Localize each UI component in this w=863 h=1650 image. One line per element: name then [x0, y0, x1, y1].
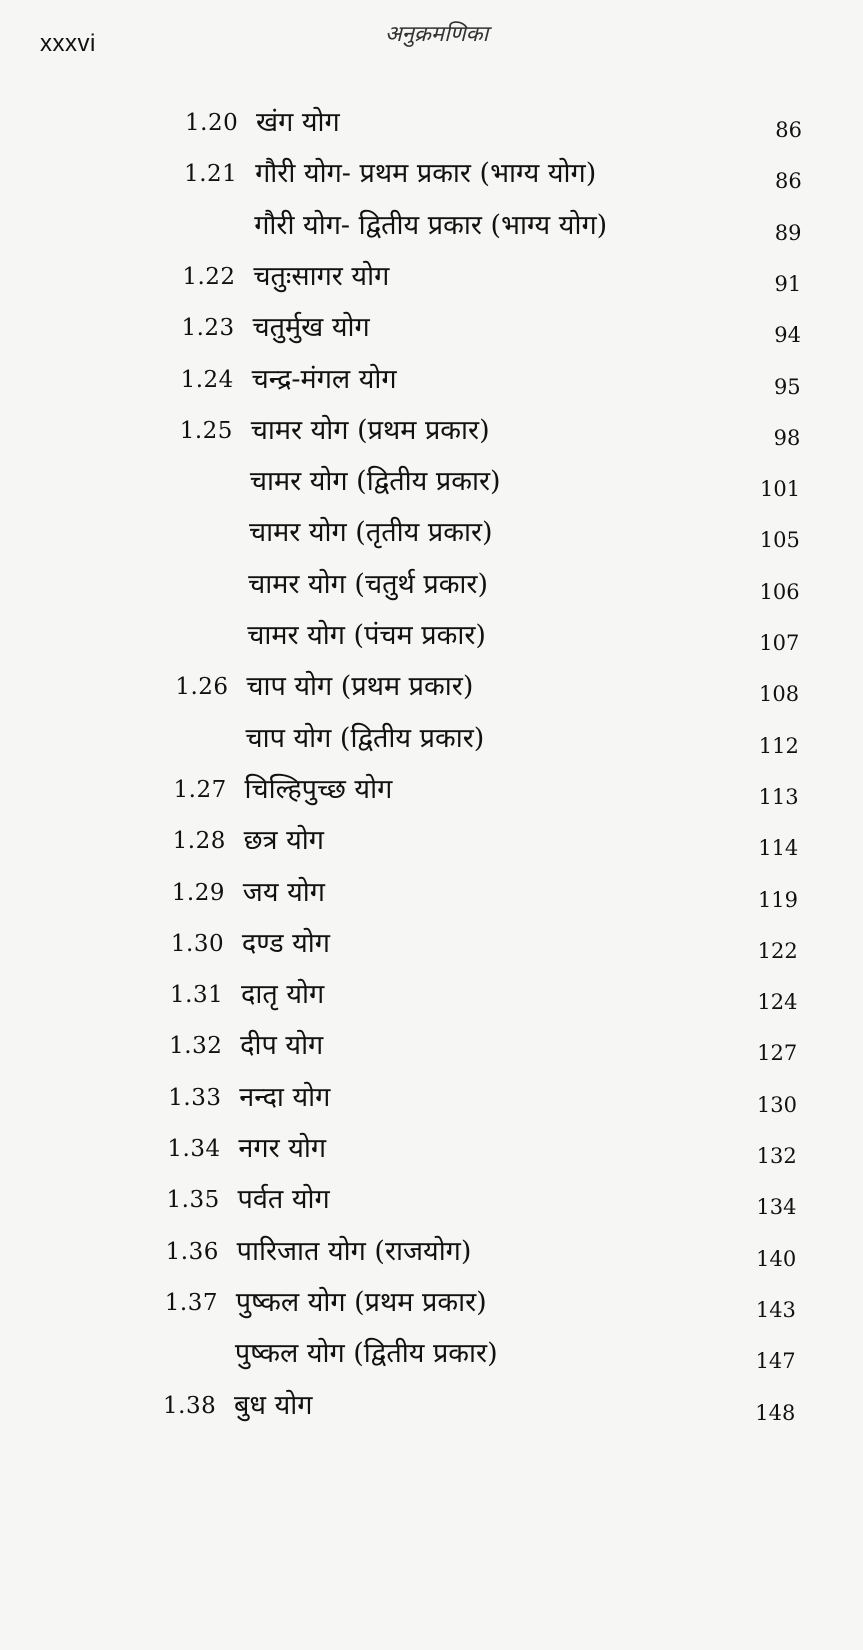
toc-entry-title: पारिजात योग (राजयोग) [236, 1235, 472, 1267]
toc-entry-page: 134 [756, 1195, 797, 1220]
toc-entry-title: चतुःसागर योग [253, 260, 390, 292]
toc-entry [0, 613, 863, 663]
toc-entry-page: 94 [774, 323, 801, 348]
toc-entry [0, 305, 863, 355]
toc-entry-number: 1.24 [180, 366, 234, 393]
toc-entry-page: 86 [775, 118, 802, 142]
toc-entry-page: 113 [758, 784, 799, 809]
toc-entry-page: 119 [757, 887, 799, 912]
toc-entry [0, 818, 863, 868]
toc-entry-page: 86 [775, 169, 802, 194]
toc-entry-page: 107 [759, 631, 800, 655]
toc-entry [0, 151, 863, 201]
toc-entry [0, 972, 863, 1022]
toc-entry [0, 1023, 863, 1073]
toc-entry-page: 108 [759, 682, 800, 707]
toc-entry-title: खंग योग [256, 107, 340, 138]
toc-entry-title: बुध योग [234, 1389, 313, 1421]
toc-entry-title: चामर योग (द्वितीय प्रकार) [249, 466, 501, 498]
toc-entry [0, 562, 863, 612]
toc-entry-title: चामर योग (पंचम प्रकार) [247, 620, 486, 651]
toc-entry-title: गौरी योग- द्वितीय प्रकार (भाग्य योग) [254, 209, 608, 241]
toc-entry-number: 1.35 [166, 1187, 220, 1214]
toc-entry-number: 1.26 [175, 674, 229, 701]
toc-entry-title: चाप योग (प्रथम प्रकार) [246, 671, 474, 703]
toc-entry-title: नगर योग [238, 1133, 327, 1164]
toc-entry-title: चतुर्मुख योग [252, 312, 370, 344]
toc-entry-title: नन्दा योग [239, 1081, 331, 1113]
toc-entry-page: 105 [759, 528, 800, 553]
toc-entry-number: 1.33 [168, 1084, 222, 1111]
toc-entry [0, 203, 863, 253]
toc-entry [0, 357, 863, 407]
toc-entry-title: गौरी योग- प्रथम प्रकार (भाग्य योग) [255, 158, 597, 190]
toc-entry-number: 1.25 [179, 417, 233, 444]
toc-entry-title: दातृ योग [241, 979, 325, 1011]
toc-entry-title: पुष्कल योग (प्रथम प्रकार) [235, 1286, 487, 1318]
toc-entry-title: छत्र योग [243, 825, 324, 857]
toc-entry [0, 1331, 863, 1381]
toc-entry [0, 1383, 863, 1433]
toc-entry-title: चाप योग (द्वितीय प्रकार) [245, 722, 485, 754]
toc-entry-title: चिल्हिपुच्छ योग [244, 773, 393, 805]
toc-entry-title: चन्द्र-मंगल योग [251, 363, 397, 395]
toc-entry-title: पर्वत योग [237, 1184, 330, 1216]
toc-entry-number: 1.32 [169, 1033, 223, 1060]
toc-entry-number: 1.31 [170, 982, 224, 1009]
toc-entry-number: 1.22 [182, 263, 236, 290]
toc-entry-page: 95 [773, 374, 801, 399]
toc-entry-page: 122 [757, 938, 798, 963]
page-number: xxxvi [40, 30, 96, 57]
toc-entry-number: 1.29 [171, 879, 226, 906]
toc-entry [0, 1229, 863, 1279]
toc-entry-page: 140 [756, 1246, 797, 1271]
toc-entry-number: 1.37 [164, 1289, 218, 1316]
toc-entry-title: चामर योग (प्रथम प्रकार) [250, 414, 490, 446]
toc-entry-title: दीप योग [240, 1030, 324, 1062]
toc-entry-title: चामर योग (चतुर्थ प्रकार) [248, 568, 488, 600]
toc-entry-title: चामर योग (तृतीय प्रकार) [248, 517, 493, 549]
toc-entry [0, 870, 863, 920]
toc-entry-page: 101 [760, 477, 801, 502]
toc-entry-number: 1.34 [167, 1136, 221, 1162]
toc-entry [0, 1280, 863, 1330]
running-head: अनुक्रमणिका [385, 22, 489, 47]
toc-entry-page: 114 [758, 836, 799, 861]
toc-entry-page: 127 [757, 1041, 798, 1066]
toc-entry-page: 147 [755, 1349, 796, 1374]
toc-entry [0, 767, 863, 817]
toc-entry [0, 1126, 863, 1176]
toc-entry [0, 510, 863, 560]
toc-entry-number: 1.30 [170, 930, 225, 957]
toc-entry-page: 106 [759, 579, 800, 604]
toc-entry [0, 664, 863, 714]
toc-entry-number: 1.28 [172, 828, 226, 855]
toc-entry-number: 1.27 [173, 776, 227, 803]
toc-entry [0, 1075, 863, 1125]
toc-entry-title: दण्ड योग [241, 927, 330, 959]
toc-entry [0, 100, 863, 150]
toc-entry-page: 148 [755, 1400, 796, 1425]
toc-entry [0, 1177, 863, 1227]
toc-entry-page: 89 [774, 220, 802, 245]
toc-entry-page: 112 [758, 733, 799, 758]
toc-entry-page: 132 [756, 1144, 797, 1168]
toc-entry-number: 1.23 [181, 315, 235, 342]
toc-entry-page: 91 [774, 271, 802, 296]
toc-entry-page: 143 [755, 1297, 796, 1322]
toc-entry-number: 1.38 [163, 1392, 217, 1419]
toc-entry [0, 254, 863, 304]
toc-entry-page: 124 [757, 990, 798, 1015]
toc-entry-title: जय योग [242, 876, 325, 908]
toc-entry-number: 1.36 [165, 1238, 219, 1265]
toc-entry-number: 1.20 [185, 110, 239, 136]
toc-entry-title: पुष्कल योग (द्वितीय प्रकार) [234, 1338, 498, 1370]
toc-entry [0, 716, 863, 766]
toc-entry [0, 459, 863, 509]
toc-entry [0, 408, 863, 458]
toc-entry [0, 921, 863, 971]
toc-entry-number: 1.21 [184, 161, 238, 188]
toc-entry-page: 98 [773, 425, 801, 450]
toc-entry-page: 130 [756, 1092, 797, 1117]
